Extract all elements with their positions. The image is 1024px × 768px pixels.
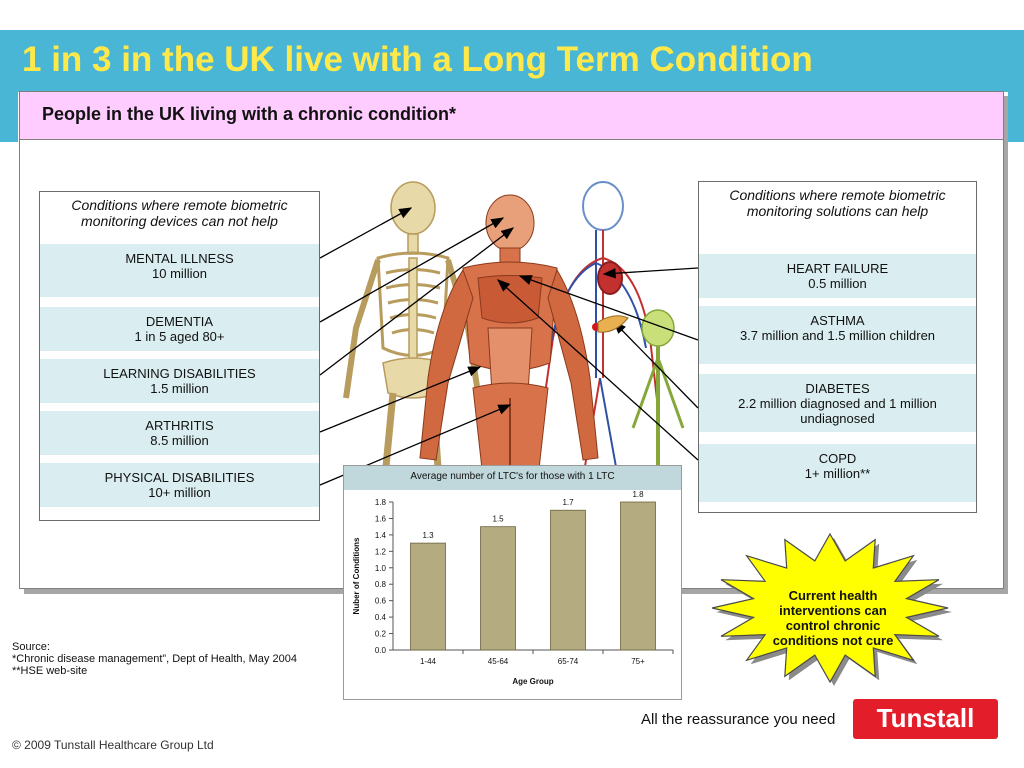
condition-name: MENTAL ILLNESS [125,251,234,266]
bar [411,543,446,650]
bar-chart [343,490,682,700]
condition-name: ASTHMA [810,313,865,328]
y-tick-label: 1.8 [374,498,386,507]
bar [621,502,656,650]
x-tick-label: 65-74 [557,657,579,666]
bar-value-label: 1.5 [492,514,504,524]
condition-detail: 10 million [152,266,207,281]
source-label: Source: [12,641,50,653]
y-tick-label: 1.2 [374,547,386,557]
arrow-mental-illness [320,208,411,258]
arrow-dementia [320,218,503,322]
x-axis-title: Age Group [512,677,554,686]
condition-name: DIABETES [805,381,870,396]
arrow-copd [498,280,698,460]
copyright: © 2009 Tunstall Healthcare Group Ltd [12,738,214,752]
condition-detail: 3.7 million and 1.5 million children [739,328,936,343]
bar [551,510,586,650]
y-tick-label: 0.2 [374,629,386,639]
slide-title: 1 in 3 in the UK live with a Long Term Condition [22,40,813,79]
condition-detail: 0.5 million [808,276,867,291]
x-tick-label: 45-64 [487,657,509,666]
source-line-1: *Chronic disease management”, Dept of Health, May 2004 [12,653,297,665]
y-tick-label: 0.8 [374,580,386,590]
condition-detail: 1+ million** [804,466,871,481]
condition-detail: 8.5 million [150,433,209,448]
condition-name: ARTHRITIS [145,418,214,433]
x-tick-label: 1-44 [419,657,437,666]
condition-detail: 10+ million [148,485,211,500]
y-tick-label: 0.6 [374,596,386,606]
callout-text: Current health interventions can control chronic conditions not cure [772,588,894,648]
condition-name: HEART FAILURE [786,261,889,276]
condition-detail: 2.2 million diagnosed and 1 million undiagnosed [738,396,937,426]
arrow-learning [320,228,513,375]
logo-text: Tunstall [876,703,975,733]
y-tick-label: 0.0 [374,646,386,655]
right-panel-heading: Conditions where remote biometric monitoring solutions can help [729,187,946,219]
chart-title: Average number of LTC's for those with 1 LTC [410,471,615,482]
condition-name: DEMENTIA [145,314,214,329]
subtitle: People in the UK living with a chronic condition* [42,104,457,124]
bar-value-label: 1.3 [422,531,434,541]
source-line-2: **HSE web-site [12,665,88,677]
tagline: All the reassurance you need [641,711,836,728]
source-note [12,641,297,677]
left-panel-heading: Conditions where remote biometric monitoring devices can not help [71,197,288,229]
bar-value-label: 1.7 [562,498,574,508]
arrow-heart-failure [604,268,698,274]
condition-detail: 1 in 5 aged 80+ [134,329,225,344]
bar [481,527,516,650]
y-tick-label: 1.4 [374,530,386,540]
bar-value-label: 1.8 [632,490,644,499]
pancreas-icon [598,316,628,332]
condition-detail: 1.5 million [150,381,209,396]
y-axis-title: Nuber of Conditions [352,537,361,615]
y-tick-label: 1.6 [374,514,386,524]
y-tick-label: 0.4 [374,613,386,623]
x-tick-label: 75+ [631,657,645,666]
condition-name: LEARNING DISABILITIES [103,366,256,381]
y-tick-label: 1.0 [374,563,386,573]
condition-name: COPD [818,451,857,466]
condition-name: PHYSICAL DISABILITIES [104,470,255,485]
arrow-arthritis [320,367,480,432]
